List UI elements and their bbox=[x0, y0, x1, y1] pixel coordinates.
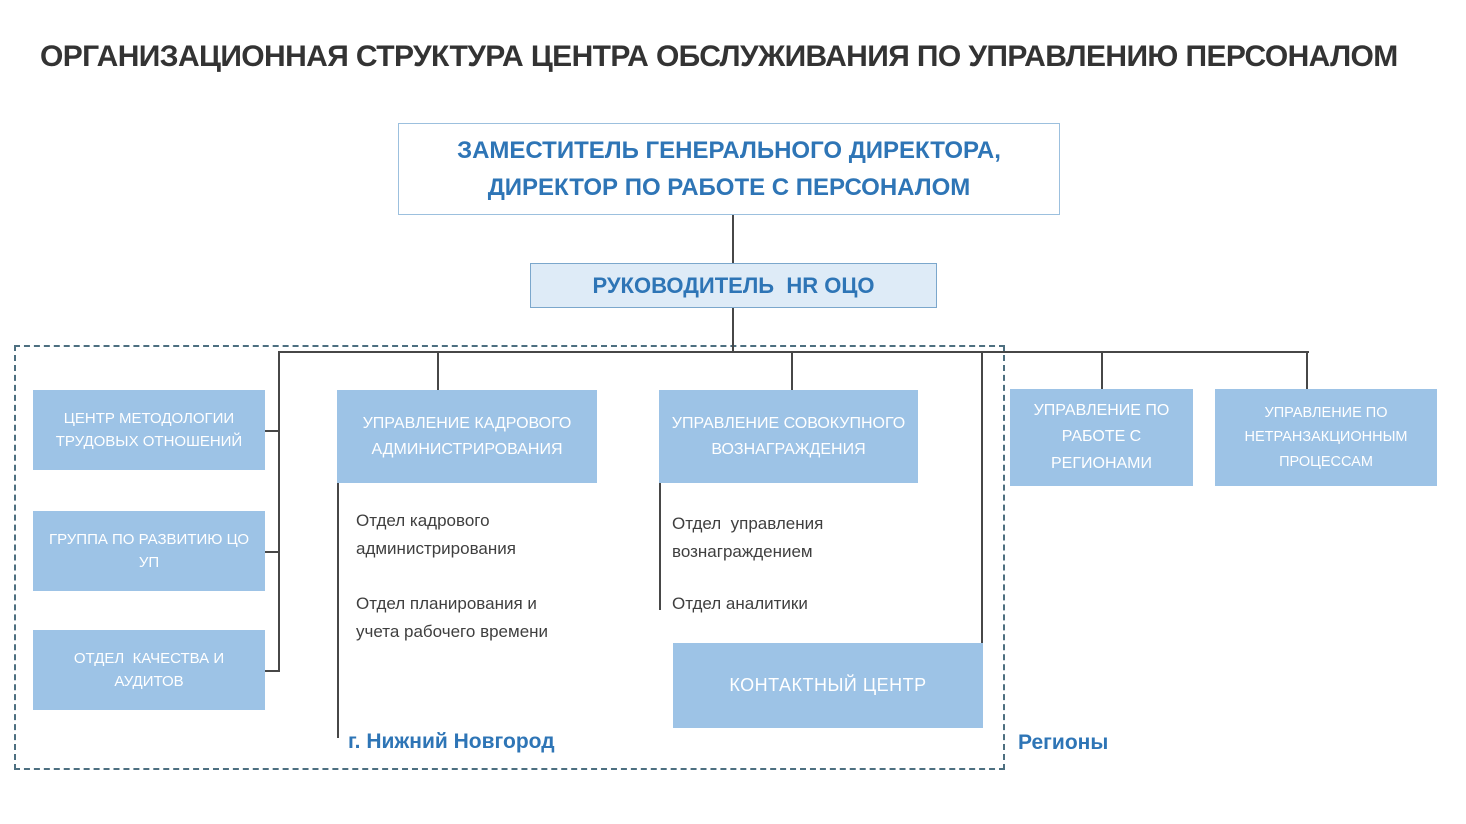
page-title: ОРГАНИЗАЦИОННАЯ СТРУКТУРА ЦЕНТРА ОБСЛУЖИВАНИЯ ПО УПРАВЛЕНИЮ ПЕРСОНАЛОМ bbox=[40, 40, 1398, 73]
node-hr-admin-dept bbox=[337, 390, 597, 483]
node-compensation-dept-label: УПРАВЛЕНИЕ СОВОКУПНОГО ВОЗНАГРАЖДЕНИЯ bbox=[671, 414, 910, 458]
label-regions: Регионы bbox=[1018, 731, 1109, 754]
connector-drop-regions-unit bbox=[1101, 351, 1103, 389]
subunit-analytics-item: Отдел аналитики bbox=[672, 594, 808, 613]
node-development-group bbox=[33, 511, 265, 591]
connector-stub-methodology bbox=[265, 430, 280, 432]
node-quality-audit-dept-label: ОТДЕЛ КАЧЕСТВА И АУДИТОВ bbox=[73, 649, 229, 690]
node-deputy-director bbox=[398, 123, 1060, 215]
node-hr-admin-dept-label: УПРАВЛЕНИЕ КАДРОВОГО АДМИНИСТРИРОВАНИЯ bbox=[362, 414, 576, 458]
subunit-rewards-mgmt-item: Отдел управления вознаграждением bbox=[672, 514, 829, 561]
connector-stub-quality bbox=[265, 670, 280, 672]
node-methodology-center-label: ЦЕНТР МЕТОДОЛОГИИ ТРУДОВЫХ ОТНОШЕНИЙ bbox=[55, 409, 243, 450]
node-quality-audit-dept bbox=[33, 630, 265, 710]
node-contact-center bbox=[673, 643, 983, 728]
connector-root-to-head bbox=[732, 215, 734, 264]
node-deputy-director-label: ЗАМЕСТИТЕЛЬ ГЕНЕРАЛЬНОГО ДИРЕКТОРА, ДИРЕКТОР ПО РАБОТЕ С ПЕРСОНАЛОМ bbox=[457, 136, 1008, 201]
label-nizhny-novgorod: г. Нижний Новгород bbox=[348, 730, 555, 753]
connector-head-to-branch bbox=[732, 308, 734, 352]
connector-left-spine bbox=[278, 351, 280, 672]
connector-drop-hr-admin bbox=[437, 351, 439, 390]
node-non-transactional-unit bbox=[1215, 389, 1437, 486]
node-regions-unit-label: УПРАВЛЕНИЕ ПО РАБОТЕ С РЕГИОНАМИ bbox=[1033, 401, 1174, 472]
node-development-group-label: ГРУППА ПО РАЗВИТИЮ ЦО УП bbox=[48, 530, 254, 571]
node-methodology-center bbox=[33, 390, 265, 470]
connector-drop-non-transactional bbox=[1306, 351, 1308, 389]
connector-hr-admin-sublist bbox=[337, 483, 339, 738]
connector-compensation-sublist bbox=[659, 483, 661, 610]
connector-branch-horizontal bbox=[278, 351, 1309, 353]
connector-drop-compensation bbox=[791, 351, 793, 390]
connector-stub-development bbox=[265, 551, 280, 553]
subunit-time-planning-item: Отдел планирования и учета рабочего времени bbox=[356, 594, 549, 641]
node-hr-head bbox=[530, 263, 937, 308]
subunit-hr-admin-dept-item: Отдел кадрового администрирования bbox=[356, 511, 516, 558]
connector-drop-contact-center bbox=[981, 351, 983, 643]
node-non-transactional-unit-label: УПРАВЛЕНИЕ ПО НЕТРАНЗАКЦИОННЫМ ПРОЦЕССАМ bbox=[1244, 404, 1412, 470]
node-regions-unit bbox=[1010, 389, 1193, 486]
node-contact-center-label: КОНТАКТНЫЙ ЦЕНТР bbox=[729, 675, 927, 695]
node-compensation-dept bbox=[659, 390, 918, 483]
node-hr-head-label: РУКОВОДИТЕЛЬ HR ОЦО bbox=[592, 272, 875, 298]
